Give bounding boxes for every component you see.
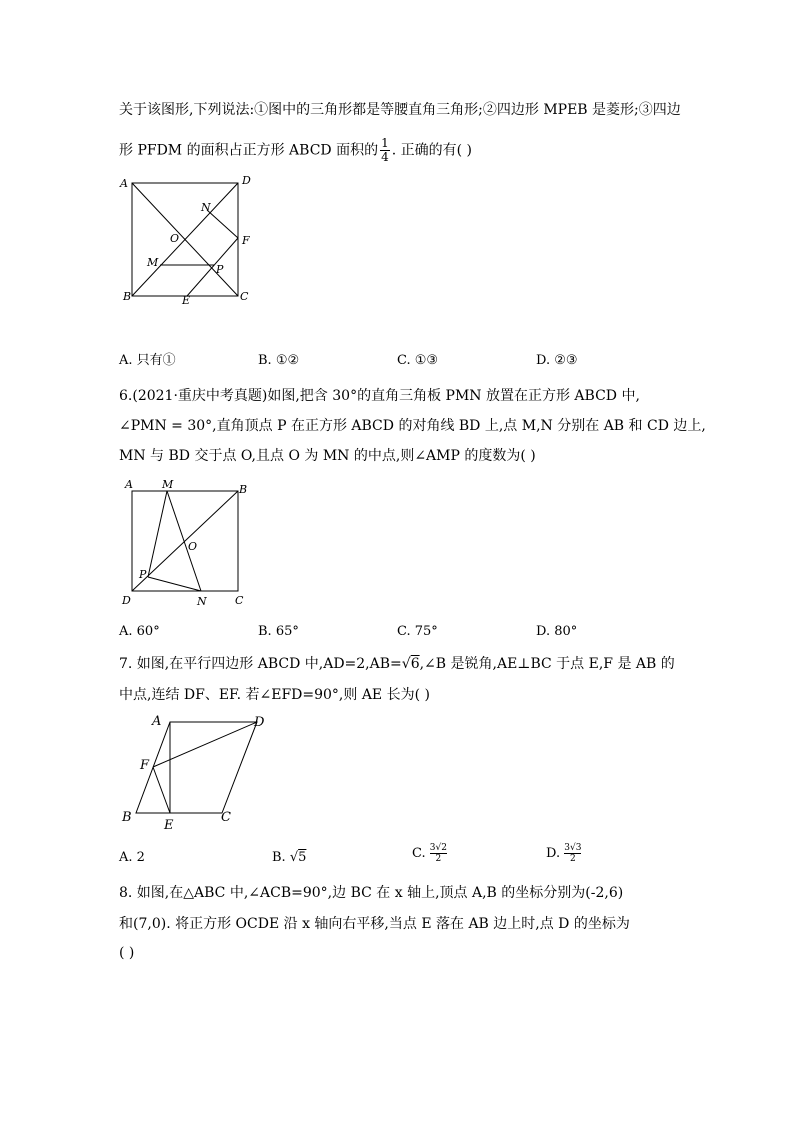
q5-option-d[interactable]: D. ②③ (536, 353, 578, 368)
q5-label-p: P (216, 263, 224, 276)
q7-stem-line2: 中点,连结 DF、EF. 若∠EFD=90°,则 AE 长为( ) (119, 687, 430, 703)
q8-stem-line2: 和(7,0). 将正方形 OCDE 沿 x 轴向右平移,当点 E 落在 AB 边上时,点 D 的坐标为 (119, 916, 630, 932)
q5-label-m: M (147, 256, 159, 269)
q5-option-c[interactable]: C. ①③ (397, 353, 439, 368)
q5-label-c: C (240, 290, 249, 303)
q6-option-b[interactable]: B. 65° (258, 624, 299, 639)
q6-label-p: P (139, 568, 147, 581)
q7-option-c-num: 3√2 (429, 843, 447, 853)
q5-label-a: A (120, 177, 128, 190)
q6-label-a: A (125, 478, 133, 491)
q6-option-c[interactable]: C. 75° (397, 624, 438, 639)
q7-option-d-num: 3√3 (564, 843, 582, 853)
q7-stem-line1-pre: 7. 如图,在平行四边形 ABCD 中,AD=2,AB= (119, 656, 402, 672)
q5-option-b[interactable]: B. ①② (258, 353, 300, 368)
q7-parallelogram-figure (112, 708, 272, 838)
q6-label-o: O (188, 540, 198, 553)
q5-label-b: B (123, 290, 132, 303)
q7-option-b-prefix: B. (272, 850, 290, 865)
q6-label-b: B (239, 483, 248, 496)
q5-stem-line2 (119, 137, 472, 164)
q5-stem-line1: 关于该图形,下列说法:①图中的三角形都是等腰直角三角形;②四边形 MPEB 是菱形;③四边 (119, 102, 681, 118)
q7-label-f: F (140, 758, 150, 773)
q7-option-d-den: 2 (569, 854, 576, 864)
q7-label-c: C (221, 810, 231, 825)
q7-label-b: B (122, 810, 132, 825)
q7-stem-line1: 7. 如图,在平行四边形 ABCD 中,AD=2,AB=√6,∠B 是锐角,AE⊥BC 于点 E,F 是 AB 的 (119, 656, 675, 672)
q6-square-figure (112, 474, 257, 612)
q7-parallelogram-abcd (136, 722, 257, 813)
q7-segment-fd (153, 722, 257, 767)
q7-option-d[interactable] (546, 843, 581, 864)
q5-fraction (380, 137, 390, 164)
q5-label-e: E (182, 294, 191, 307)
q7-option-d-prefix: D. (546, 846, 565, 861)
q5-stem-line2-post: . 正确的有( ) (391, 142, 473, 159)
q7-option-c[interactable] (412, 843, 447, 864)
q5-fraction-den: 4 (381, 150, 389, 164)
q5-stem-line2-pre: 形 PFDM 的面积占正方形 ABCD 面积的 (119, 142, 379, 159)
q7-segment-fe (153, 767, 170, 813)
q5-label-n: N (201, 201, 211, 214)
q5-option-a[interactable]: A. 只有① (119, 353, 176, 368)
q5-segment-fn (207, 210, 238, 238)
q6-label-c: C (235, 594, 244, 607)
q7-label-a: A (152, 714, 162, 729)
q7-sqrt-value: 6 (410, 656, 420, 672)
q6-stem-line1: 6.(2021·重庆中考真题)如图,把含 30°的直角三角板 PMN 放置在正方形 ABCD 中, (119, 388, 640, 404)
q5-label-o: O (170, 232, 180, 245)
q5-label-d: D (242, 174, 251, 187)
q6-segment-mp (148, 491, 167, 577)
q7-option-b-value: 5 (298, 850, 307, 865)
q7-option-a[interactable]: A. 2 (119, 850, 145, 865)
q6-label-m: M (162, 478, 174, 491)
q6-stem-line2: ∠PMN = 30°,直角顶点 P 在正方形 ABCD 的对角线 BD 上,点 M,N 分别在 AB 和 CD 边上, (119, 418, 706, 434)
q7-option-d-fraction (564, 843, 581, 864)
q7-option-c-den: 2 (435, 854, 442, 864)
q7-stem-line1-post: ,∠B 是锐角,AE⊥BC 于点 E,F 是 AB 的 (419, 656, 675, 672)
q6-label-d: D (122, 594, 131, 607)
q5-label-f: F (242, 234, 250, 247)
q6-label-n: N (197, 595, 207, 608)
q6-option-a[interactable]: A. 60° (119, 624, 160, 639)
q6-segment-pn (148, 577, 201, 591)
q8-stem-line1: 8. 如图,在△ABC 中,∠ACB=90°,边 BC 在 x 轴上,顶点 A,B 的坐标分别为(-2,6) (119, 885, 624, 901)
q7-option-b[interactable]: B. √5 (272, 850, 307, 865)
q5-square-figure (112, 170, 262, 310)
q7-label-e: E (164, 818, 174, 833)
q6-stem-line3: MN 与 BD 交于点 O,且点 O 为 MN 的中点,则∠AMP 的度数为( ) (119, 448, 536, 464)
q5-fraction-num: 1 (381, 136, 389, 150)
q6-option-d[interactable]: D. 80° (536, 624, 578, 639)
q7-option-c-prefix: C. (412, 846, 430, 861)
q7-label-d: D (254, 715, 265, 730)
q7-option-c-fraction (430, 843, 447, 864)
q8-stem-line3: ( ) (119, 945, 135, 961)
